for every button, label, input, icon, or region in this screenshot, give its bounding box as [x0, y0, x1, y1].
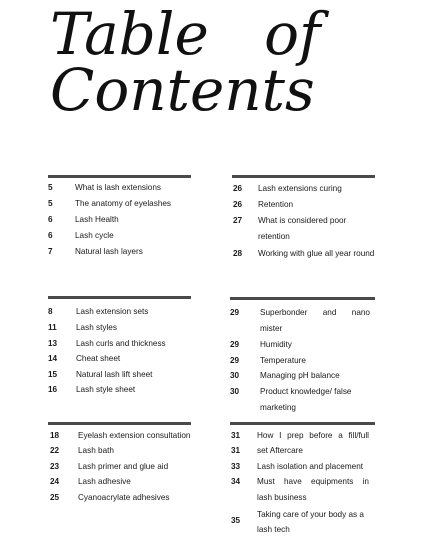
toc-entry-label: Natural lash layers: [75, 247, 143, 256]
toc-page-number: 22: [50, 446, 60, 455]
toc-page-number: 29: [230, 308, 240, 317]
toc-entry-label: How I prep before a fill/full: [257, 431, 369, 440]
toc-page-number: 28: [233, 249, 243, 258]
toc-section: [233, 181, 383, 261]
toc-page-number: 35: [231, 516, 241, 525]
toc-page-number: 26: [233, 200, 243, 209]
toc-page-number: 34: [231, 477, 241, 486]
toc-entry-label: Lash curls and thickness: [76, 339, 166, 348]
toc-entry-label: Lash cycle: [75, 231, 114, 240]
toc-entry-label: Must have equipments in: [257, 477, 369, 486]
toc-entry-label: retention: [258, 232, 290, 241]
toc-entry-label: What is considered poor: [258, 216, 347, 225]
toc-page-number: 31: [231, 431, 241, 440]
toc-page-number: 15: [48, 370, 58, 379]
toc-page-number: 14: [48, 354, 58, 363]
toc-page-number: 33: [231, 462, 241, 471]
toc-entry-label: lash tech: [257, 525, 290, 534]
toc-page-number: 30: [230, 387, 240, 396]
toc-page-number: 25: [50, 493, 60, 502]
toc-entry-label: Lash bath: [78, 446, 114, 455]
section-rule: [232, 175, 375, 178]
toc-entry-label: lash business: [257, 493, 307, 502]
toc-page-number: 30: [230, 371, 240, 380]
toc-entry-label: Lash adhesive: [78, 477, 131, 486]
toc-entry-label: What is lash extensions: [75, 183, 162, 192]
toc-entry-label: Taking care of your body as a: [257, 510, 364, 519]
toc-page-number: 18: [50, 431, 60, 440]
toc-page-number: 6: [48, 215, 53, 224]
toc-entry-label: Lash style sheet: [76, 385, 136, 394]
section-rule: [48, 175, 191, 178]
toc-section: [231, 428, 381, 533]
toc-entry-label: Lash styles: [76, 323, 117, 332]
title-line-2: Contents: [50, 56, 315, 124]
section-rule: [230, 297, 375, 300]
toc-section: [48, 304, 198, 404]
toc-entry-label: Eyelash extension consultation: [78, 431, 191, 440]
toc-page-number: 5: [48, 199, 53, 208]
toc-section: [48, 180, 198, 260]
toc-entry-label: Cheat sheet: [76, 354, 121, 363]
toc-page-number: 11: [48, 323, 57, 332]
toc-entry-label: The anatomy of eyelashes: [75, 199, 172, 208]
title-word-table: Table: [50, 0, 209, 68]
toc-section: [230, 305, 380, 415]
toc-entry-label: Lash extension sets: [76, 307, 149, 316]
toc-page-number: 6: [48, 231, 53, 240]
toc-page-number: 31: [231, 446, 241, 455]
page-title: [50, 0, 321, 124]
toc-entry-label: Lash extensions curing: [258, 184, 342, 193]
toc-entry-label: Managing pH balance: [260, 371, 340, 380]
toc-entry-label: Lash primer and glue aid: [78, 462, 169, 471]
toc-page-number: 27: [233, 216, 243, 225]
toc-entry-label: marketing: [260, 403, 296, 412]
toc-entry-label: Natural lash lift sheet: [76, 370, 153, 379]
section-rule: [48, 422, 191, 425]
toc-entry-label: Working with glue all year round: [258, 249, 375, 258]
section-rule: [48, 296, 191, 299]
toc-section: [50, 428, 200, 508]
toc-entry-label: Cyanoacrylate adhesives: [78, 493, 170, 502]
toc-page-number: 24: [50, 477, 60, 486]
toc-page-number: 29: [230, 340, 240, 349]
toc-page-number: 7: [48, 247, 53, 256]
toc-page-number: 23: [50, 462, 60, 471]
section-rule: [230, 422, 375, 425]
toc-page-number: 26: [233, 184, 243, 193]
toc-entry-label: Lash isolation and placement: [257, 462, 364, 471]
toc-entry-label: Temperature: [260, 356, 306, 365]
toc-page-number: 16: [48, 385, 58, 394]
title-line-1: [50, 0, 321, 68]
toc-entry-label: Retention: [258, 200, 294, 209]
toc-entry-label: Humidity: [260, 340, 292, 349]
toc-page-number: 13: [48, 339, 58, 348]
toc-page-number: 8: [48, 307, 53, 316]
toc-page-number: 5: [48, 183, 53, 192]
toc-entry-label: Product knowledge/ false: [260, 387, 352, 396]
toc-entry-label: Lash Health: [75, 215, 119, 224]
toc-entry-label: mister: [260, 324, 283, 333]
toc-page-number: 29: [230, 356, 240, 365]
title-word-of: of: [264, 0, 321, 68]
toc-entry-label: Superbonder and nano: [260, 308, 370, 317]
toc-entry-label: set Aftercare: [257, 446, 303, 455]
